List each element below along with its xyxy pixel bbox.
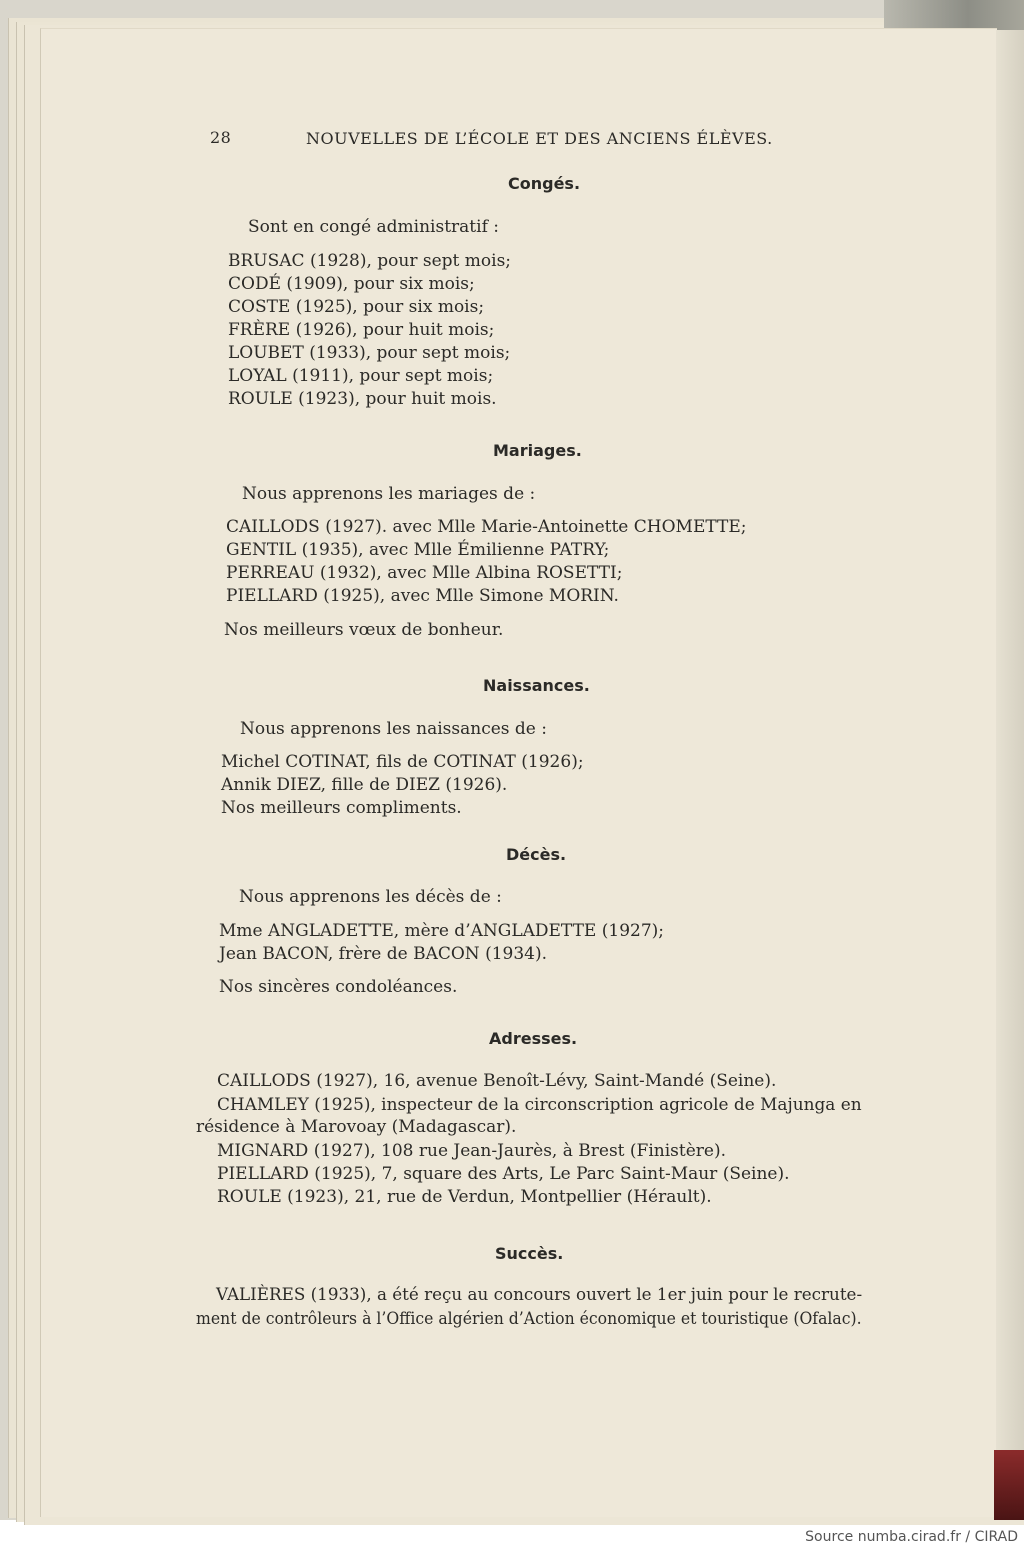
section-title-mariages: Mariages. <box>493 441 582 460</box>
running-title: NOUVELLES DE L’ÉCOLE ET DES ANCIENS ÉLÈVES. <box>306 129 773 148</box>
address-line: ROULE (1923), 21, rue de Verdun, Montpellier (Hérault). <box>217 1187 712 1207</box>
list-item: LOYAL (1911), pour sept mois; <box>228 366 494 386</box>
paragraph-line: VALIÈRES (1933), a été reçu au concours ouvert le 1er juin pour le recrute- <box>216 1285 863 1305</box>
address-line: CHAMLEY (1925), inspecteur de la circonscription agricole de Majunga en <box>217 1095 862 1115</box>
list-item: GENTIL (1935), avec Mlle Émilienne PATRY; <box>226 540 610 560</box>
section-title-deces: Décès. <box>506 845 567 864</box>
address-line: résidence à Marovoay (Madagascar). <box>196 1117 517 1137</box>
section-title-succes: Succès. <box>495 1244 564 1263</box>
list-item: PERREAU (1932), avec Mlle Albina ROSETTI; <box>226 563 623 583</box>
section-closing: Nos meilleurs vœux de bonheur. <box>224 620 504 640</box>
section-closing: Nos sincères condoléances. <box>219 977 458 997</box>
source-credit: Source numba.cirad.fr / CIRAD <box>805 1529 1018 1545</box>
list-item: LOUBET (1933), pour sept mois; <box>228 343 511 363</box>
section-intro: Nous apprenons les décès de : <box>239 887 502 907</box>
list-item: Mme ANGLADETTE, mère d’ANGLADETTE (1927); <box>219 921 664 941</box>
cover-edge <box>994 1450 1024 1520</box>
list-item: ROULE (1923), pour huit mois. <box>228 389 497 409</box>
page-number: 28 <box>210 128 232 147</box>
binding-corner <box>884 0 1024 30</box>
list-item: CAILLODS (1927). avec Mlle Marie-Antoinette CHOMETTE; <box>226 517 747 537</box>
list-item: Jean BACON, frère de BACON (1934). <box>219 944 548 964</box>
list-item: FRÈRE (1926), pour huit mois; <box>228 320 495 340</box>
address-line: MIGNARD (1927), 108 rue Jean-Jaurès, à Brest (Finistère). <box>217 1141 727 1161</box>
address-line: CAILLODS (1927), 16, avenue Benoît-Lévy, Saint-Mandé (Seine). <box>217 1071 777 1091</box>
list-item: BRUSAC (1928), pour sept mois; <box>228 251 512 271</box>
section-title-conges: Congés. <box>508 174 581 193</box>
paragraph-line: ment de contrôleurs à l’Office algérien d’Action économique et touristique (Ofalac). <box>196 1309 862 1329</box>
list-item: COSTE (1925), pour six mois; <box>228 297 485 317</box>
list-item: Michel COTINAT, fils de COTINAT (1926); <box>221 752 584 772</box>
section-intro: Nous apprenons les mariages de : <box>242 484 536 504</box>
section-closing: Nos meilleurs compliments. <box>221 798 462 818</box>
list-item: Annik DIEZ, fille de DIEZ (1926). <box>221 775 508 795</box>
section-intro: Nous apprenons les naissances de : <box>240 719 547 739</box>
address-line: PIELLARD (1925), 7, square des Arts, Le Parc Saint-Maur (Seine). <box>217 1164 790 1184</box>
section-intro: Sont en congé administratif : <box>248 217 499 237</box>
list-item: PIELLARD (1925), avec Mlle Simone MORIN. <box>226 586 619 606</box>
page-right-edge <box>996 30 1024 1520</box>
section-title-adresses: Adresses. <box>489 1029 578 1048</box>
list-item: CODÉ (1909), pour six mois; <box>228 274 475 294</box>
section-title-naissances: Naissances. <box>483 676 590 695</box>
